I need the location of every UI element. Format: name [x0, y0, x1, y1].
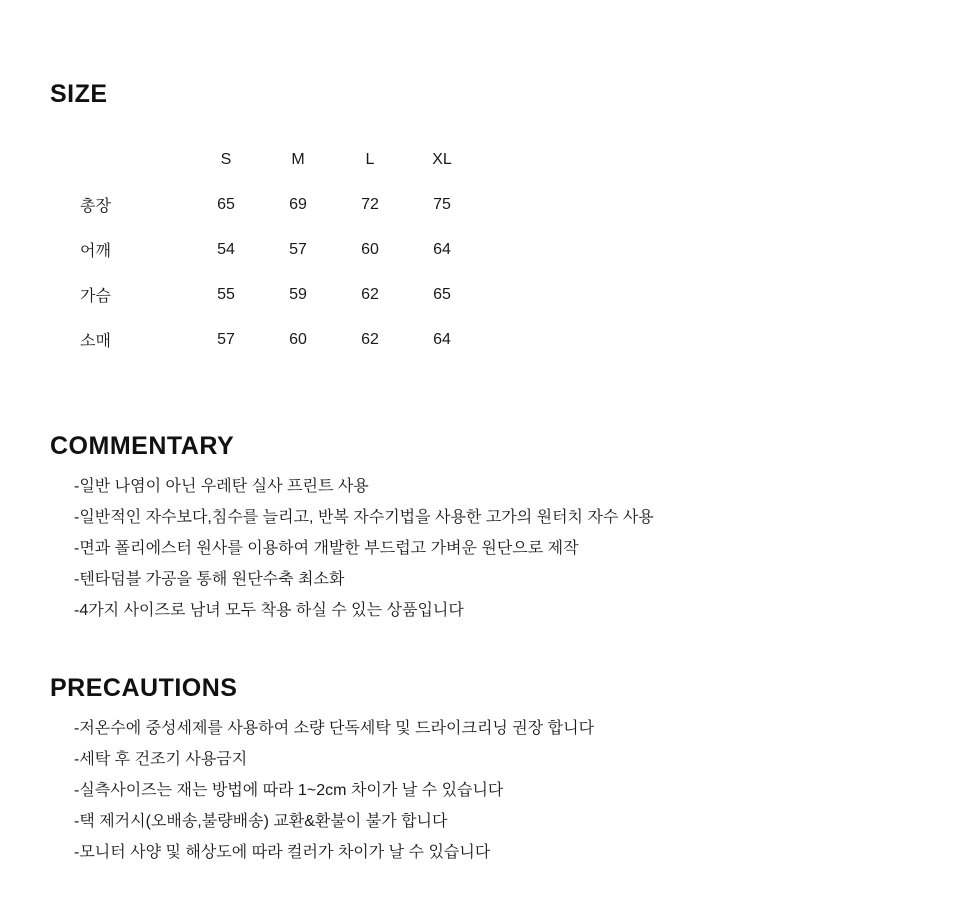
cell-shoulder-l: 60	[361, 240, 379, 258]
cell-chest-m: 59	[289, 285, 307, 303]
table-row	[70, 227, 478, 272]
size-section	[50, 0, 910, 362]
table-row	[70, 317, 478, 362]
cell-sleeve-l: 62	[361, 330, 379, 348]
cell-total-length-s: 65	[217, 195, 235, 213]
table-header-row	[70, 137, 478, 182]
cell-shoulder-xl: 64	[433, 240, 451, 258]
commentary-heading: COMMENTARY	[50, 432, 235, 460]
cell-sleeve-s: 57	[217, 330, 235, 348]
cell-total-length-l: 72	[361, 195, 379, 213]
size-table-head	[70, 137, 478, 182]
cell-chest-l: 62	[361, 285, 379, 303]
cell-sleeve-m: 60	[289, 330, 307, 348]
list-item: -텐타덤블 가공을 통해 원단수축 최소화	[74, 571, 345, 588]
list-item: -택 제거시(오배송,불량배송) 교환&환불이 불가 합니다	[74, 813, 448, 830]
list-item: -4가지 사이즈로 남녀 모두 착용 하실 수 있는 상품입니다	[74, 602, 464, 619]
list-item: -실측사이즈는 재는 방법에 따라 1~2cm 차이가 날 수 있습니다	[74, 782, 504, 799]
list-item: -저온수에 중성세제를 사용하여 소량 단독세탁 및 드라이크리닝 권장 합니다	[74, 720, 595, 737]
cell-shoulder-m: 57	[289, 240, 307, 258]
row-label-shoulder: 어깨	[80, 243, 111, 260]
table-row	[70, 182, 478, 227]
precautions-list	[50, 721, 910, 861]
cell-shoulder-s: 54	[217, 240, 235, 258]
list-item: -모니터 사양 및 해상도에 따라 컬러가 차이가 날 수 있습니다	[74, 844, 491, 861]
size-column-xl: XL	[432, 150, 452, 168]
size-table	[70, 137, 478, 362]
row-label-total-length: 총장	[80, 198, 111, 215]
row-label-chest: 가슴	[80, 288, 111, 305]
cell-total-length-m: 69	[289, 195, 307, 213]
commentary-list	[50, 479, 910, 619]
cell-total-length-xl: 75	[433, 195, 451, 213]
row-label-sleeve: 소매	[80, 333, 111, 350]
list-item: -일반 나염이 아닌 우레탄 실사 프린트 사용	[74, 478, 369, 495]
list-item: -일반적인 자수보다,침수를 늘리고, 반복 자수기법을 사용한 고가의 원터치 자수 사용	[74, 509, 654, 526]
commentary-section	[50, 432, 910, 619]
precautions-heading: PRECAUTIONS	[50, 674, 238, 702]
cell-chest-xl: 65	[433, 285, 451, 303]
list-item: -세탁 후 건조기 사용금지	[74, 751, 248, 768]
size-column-l: L	[365, 150, 375, 168]
table-row	[70, 272, 478, 317]
size-column-s: S	[220, 150, 232, 168]
size-table-corner	[70, 137, 190, 182]
size-column-m: M	[291, 150, 305, 168]
precautions-section	[50, 674, 910, 861]
list-item: -면과 폴리에스터 원사를 이용하여 개발한 부드럽고 가벼운 원단으로 제작	[74, 540, 579, 557]
size-table-body	[70, 182, 478, 362]
size-heading: SIZE	[50, 80, 108, 108]
cell-sleeve-xl: 64	[433, 330, 451, 348]
cell-chest-s: 55	[217, 285, 235, 303]
